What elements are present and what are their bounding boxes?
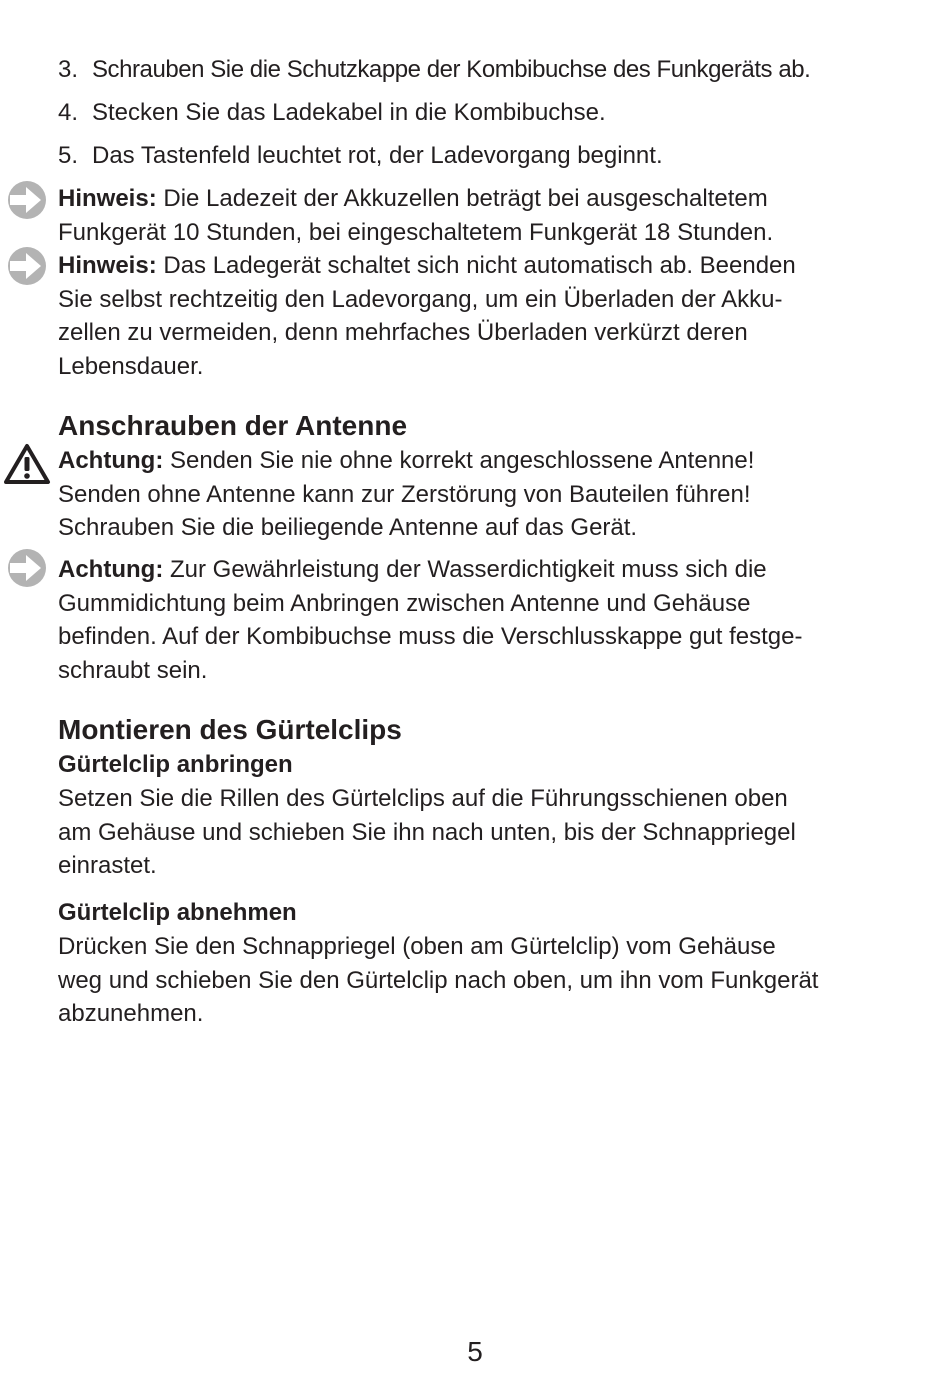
note-line: Lebensdauer. xyxy=(58,352,204,380)
note-overcharge xyxy=(58,249,918,383)
warning-triangle-icon xyxy=(3,442,51,486)
paragraph-line: einrastet. xyxy=(58,852,157,879)
section-heading-antenna: Anschrauben der Antenne xyxy=(58,410,408,441)
note-line: zellen zu vermeiden, denn mehrfaches Überladen verkürzt deren xyxy=(58,319,748,346)
note-text: Die Ladezeit der Akkuzellen beträgt bei ausgeschaltetem xyxy=(156,185,768,212)
note-line: schraubt sein. xyxy=(58,656,208,684)
step-text: Stecken Sie das Ladekabel in die Kombibuchse. xyxy=(92,99,606,126)
arrow-right-icon xyxy=(6,548,48,588)
step-number: 4. xyxy=(58,99,79,126)
arrow-right-icon xyxy=(6,180,48,220)
note-label: Hinweis: xyxy=(58,185,157,212)
note-line xyxy=(58,249,918,283)
note-text: Zur Gewährleistung der Wasserdichtigkeit muss sich die xyxy=(163,556,767,583)
note-line: Gummidichtung beim Anbringen zwischen Antenne und Gehäuse xyxy=(58,589,751,617)
warning-antenna xyxy=(58,444,918,545)
warning-line xyxy=(58,444,918,478)
note-line xyxy=(58,182,918,216)
step-3 xyxy=(58,53,928,87)
note-line xyxy=(58,553,918,587)
note-line: Funkgerät 10 Stunden, bei eingeschaltetem Funkgerät 18 Stunden. xyxy=(58,218,774,246)
paragraph-line: Setzen Sie die Rillen des Gürtelclips auf die Führungsschienen oben xyxy=(58,785,788,812)
paragraph-line: weg und schieben Sie den Gürtelclip nach oben, um ihn vom Funkgerät xyxy=(58,966,819,994)
note-label: Achtung: xyxy=(58,556,164,583)
warning-line: Schrauben Sie die beiliegende Antenne auf das Gerät. xyxy=(58,514,638,541)
note-line: Sie selbst rechtzeitig den Ladevorgang, um ein Überladen der Akku- xyxy=(58,285,783,313)
arrow-right-icon xyxy=(6,246,48,286)
warning-label: Achtung: xyxy=(58,447,164,474)
warning-line: Senden ohne Antenne kann zur Zerstörung von Bauteilen führen! xyxy=(58,480,751,508)
step-number: 5. xyxy=(58,142,79,169)
paragraph-line: abzunehmen. xyxy=(58,1000,204,1027)
paragraph-remove xyxy=(58,930,918,1031)
subheading-attach: Gürtelclip anbringen xyxy=(58,751,293,778)
step-5 xyxy=(58,139,928,173)
step-text: Schrauben Sie die Schutzkappe der Kombibuchse des Funkgeräts ab. xyxy=(92,56,811,83)
section-heading-beltclip: Montieren des Gürtelclips xyxy=(58,714,402,745)
step-text: Das Tastenfeld leuchtet rot, der Ladevorgang beginnt. xyxy=(92,142,663,169)
paragraph-line: am Gehäuse und schieben Sie ihn nach unten, bis der Schnappriegel xyxy=(58,818,796,846)
note-line: befinden. Auf der Kombibuchse muss die Verschlusskappe gut festge- xyxy=(58,623,803,650)
note-text: Das Ladegerät schaltet sich nicht automatisch ab. Beenden xyxy=(156,252,796,279)
note-label: Hinweis: xyxy=(58,252,157,279)
paragraph-line: Drücken Sie den Schnappriegel (oben am Gürtelclip) vom Gehäuse xyxy=(58,933,776,960)
step-4 xyxy=(58,96,928,130)
warning-text: Senden Sie nie ohne korrekt angeschlossene Antenne! xyxy=(163,447,755,474)
subheading-remove: Gürtelclip abnehmen xyxy=(58,899,297,926)
step-number: 3. xyxy=(58,56,79,83)
paragraph-attach xyxy=(58,782,918,883)
note-charging-time xyxy=(58,182,918,249)
page-number: 5 xyxy=(467,1336,483,1367)
note-waterproof xyxy=(58,553,918,687)
